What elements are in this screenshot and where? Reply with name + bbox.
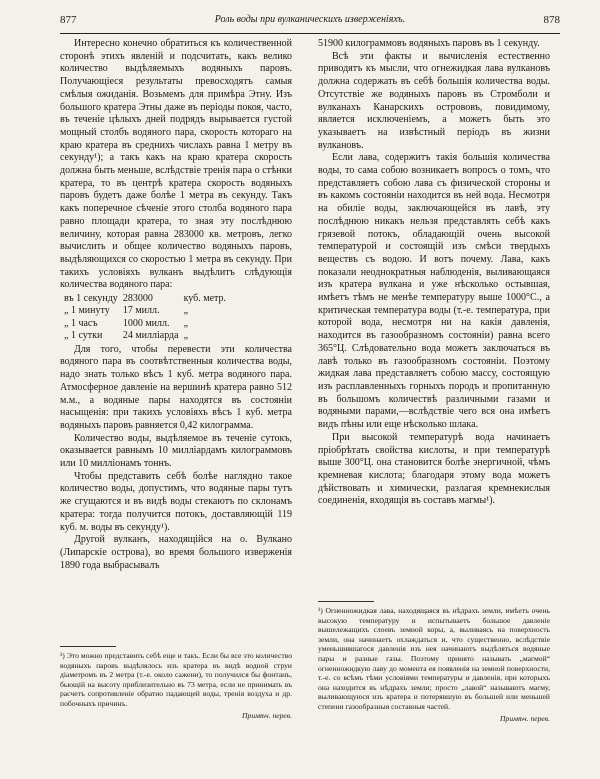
left-column [60, 38, 292, 572]
rate-period: „ 1 сутки [64, 330, 103, 342]
rate-unit: „ [183, 317, 189, 329]
rate-amount: 17 милл. [122, 305, 160, 317]
paragraph: Для того, чтобы перевести эти количества водяного пара въ соотвѣтственныя количества воды, надо знать только вѣсъ 1 куб. метра водяного пара. Атмосферное давленіе на вершинѣ кратера равно 512 м.м., а водяные пары находятся въ состояніи насыщенія: при такихъ условіяхъ вѣсъ 1 куб. метра водяныхъ паровъ равняется 0,42 килограмма. [60, 343, 292, 431]
rate-period: „ 1 минуту [64, 305, 110, 317]
paragraph: Всѣ эти факты и вычисленія естественно приводятъ къ мысли, что огнежидкая лава вулкановъ должна содержать въ себѣ большія количества воды. Отсутствіе же водяныхъ паровъ въ Стромболи и вулканахъ Канарскихъ острововъ, повидимому, является исключеніемъ, а можетъ быть это указываетъ на извѣстный періодъ въ жизни вулкановъ. [318, 50, 550, 151]
paragraph: 51900 килограммовъ водяныхъ паровъ въ 1 секунду. [318, 38, 540, 49]
paragraph: Интересно конечно обратиться къ количественной сторонѣ этихъ явленій и подсчитать, какъ велико количество выдѣляемыхъ водяныхъ паровъ. Получающіеся результаты превосходятъ самыя смѣлыя ожиданія. Возьмемъ для примѣра Этну. Изъ большого кратера Этны даже въ періоды покоя, часто, въ теченіе цѣлыхъ дней подрядъ вырывается густой мощный столбъ водяного пара, скорость котораго на краю кратера въ среднихъ числахъ равна 1 метру въ секунду¹); а такъ какъ на краю кратера скорость должна быть меньше, вслѣдствіе тренія пара о стѣнки кратера, то въ центрѣ кратера скорость водяныхъ паровъ будетъ даже болѣе 1 метра въ секунду. Такъ какъ поперечное сѣченіе этого столба водяного пара равно площади кратера, то зная эту послѣднюю величину, которая равна 283000 кв. метровъ, легко вычислить и общее количество водяныхъ паровъ, выдѣляющихся со скоростью 1 метра въ секунду. При такихъ условіяхъ вулканъ выдѣлитъ слѣдующія количества водяного пара: [60, 38, 292, 291]
table-row [64, 305, 231, 317]
table-row [64, 293, 231, 305]
footnote-rule [60, 646, 116, 647]
rate-unit: „ [183, 330, 189, 342]
footnote-rule [318, 601, 374, 602]
page-number-right: 878 [543, 14, 560, 26]
running-title: Роль воды при вулканическихъ изверженіяхъ. [214, 14, 406, 25]
right-column [318, 38, 550, 508]
rate-amount: 283000 [122, 293, 153, 305]
page-header [60, 14, 560, 30]
paragraph: Если лава, содержитъ такія большія количества воды, то сама собою возникаетъ вопросъ о томъ, что представляетъ собою лава съ физической стороны и въ какомъ состояніи находится въ ней вода. Несмотря на обиліе воды, заключающейся въ лавѣ, эту послѣднюю никакъ нельзя представлять себѣ какъ грязевой потокъ, обладающій очень высокой температурой и состоящій изъ смѣси твердыхъ веществъ съ водою. И вотъ почему. Лава, какъ показали неоднократныя наблюденія, выливающаяся изъ кратера вулкана и уже нѣсколько остывшая, имѣетъ тѣмъ не менѣе температуру выше 1000°С., а критическая температура воды (т.-е. температура, при которой вода, несмотря ни на какія давленія, находится въ газообразномъ состояніи) равна всего 365°Ц. Слѣдовательно вода можетъ заключаться въ лавѣ только въ газообразномъ состояніи. Поэтому жидкая лава представляетъ собою массу, состоящую изъ расплавленныхъ горныхъ породъ и пропитанную въ большомъ количествѣ различными газами и водяными парами,—вслѣдствіе чего вся она имѣетъ видъ пѣны или еще нѣсколько шлака. [318, 152, 550, 431]
page-number-left: 877 [60, 14, 77, 26]
footnote-right [318, 606, 550, 723]
paragraph: Количество воды, выдѣляемое въ теченіе сутокъ, оказывается равнымъ 10 милліардамъ килограммовъ или 10 милліонамъ тоннъ. [60, 432, 292, 470]
rate-unit: куб. метр. [183, 293, 227, 305]
rate-period: въ 1 секунду [64, 293, 118, 305]
footnote-text: ¹) Огненножидкая лава, находящаяся въ нѣдрахъ земли, имѣетъ очень высокую температуру и испытываетъ большое давленіе вышележащихъ слоевъ земной коры, а, выливаясь на поверхность земли, она начинаетъ охлаждаться и, что существенно, вслѣдствіе уменьшившагося давленія изъ нея начинаютъ выдѣляться водяные пары и разные газы. Поэтому принято называть „магмой“ огненножидкую лаву до момента ея появленія на земной поверхности, т.-е. со всѣмъ тѣми условіями температуры и давленія, при которыхъ она находится въ нѣдрахъ земли; просто „лавой“ называютъ магму, выливающуюся изъ кратера и потерявшую въ большей или меньшей степени газообразныя составныя частей. [318, 606, 550, 711]
paragraph: Другой вулканъ, находящійся на о. Вулкано (Липарскіе острова), во время большого изверженія 1890 года выбрасывалъ [60, 534, 292, 571]
table-row [64, 318, 231, 330]
vapor-rates-table [64, 293, 231, 343]
footnote-signature: Примѣч. перев. [242, 710, 292, 720]
paragraph: Чтобы представить себѣ болѣе наглядно такое количество воды, допустимъ, что водяные пары тутъ же сгущаются и въ видѣ воды стекаютъ по склонамъ кратера: тогда получится потокъ, доставляющій 119 куб. м. воды въ секунду¹). [60, 470, 292, 533]
rate-unit: „ [183, 305, 189, 317]
footnote-signature: Примѣч. перев. [500, 713, 550, 723]
rate-amount: 1000 милл. [122, 317, 170, 329]
header-rule [60, 33, 560, 34]
rate-period: „ 1 часъ [64, 317, 98, 329]
rate-amount: 24 милліарда [122, 330, 179, 342]
paragraph: При высокой температурѣ вода начинаетъ пріобрѣтать свойства кислоты, и при температурѣ выше 300°Ц. она становится болѣе энергичной, чѣмъ кремневая кислота; благодаря этому вода можетъ дѣйствовать и химически, разлагая кремнекислыя соединенія, входящія въ составъ магмы¹). [318, 431, 550, 507]
table-row [64, 330, 231, 342]
footnote-text: ¹) Это можно представить себѣ еще и такъ. Если бы все это количество водяныхъ паровъ выдѣлялось изъ кратера въ видѣ водной струи діаметромъ въ 2 метра (т.-е. около сажени), то получился бы фонтанъ, бьющій на высоту приблизительно въ 73 метра, если не принимать въ расчетъ сопротивленіе обратно падающей воды, тренія воздуха и др. побочныхъ причинъ. [60, 651, 292, 708]
footnote-left [60, 651, 292, 720]
